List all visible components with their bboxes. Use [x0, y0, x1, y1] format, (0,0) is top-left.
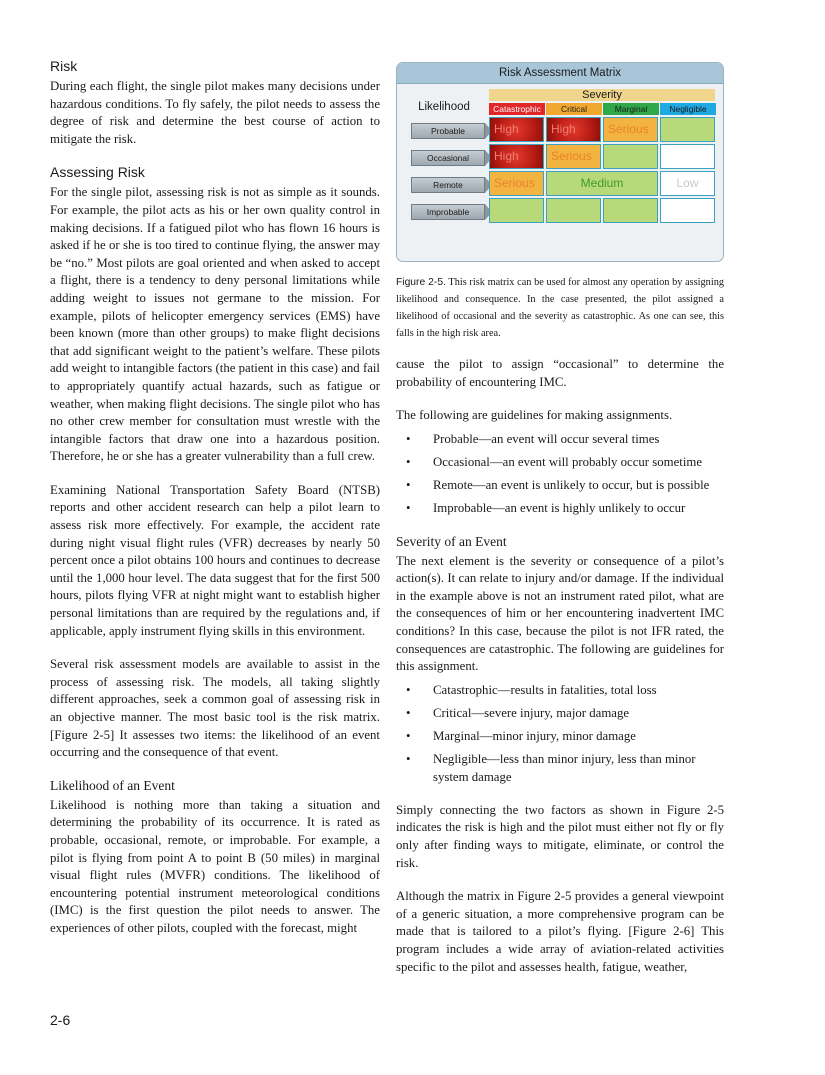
- matrix-cell-improbable-marginal: [603, 198, 658, 223]
- matrix-cell-occasional-marginal: [603, 144, 658, 169]
- assessing-paragraph-3: Several risk assessment models are available to assist in the process of assessing risk. The models, all taking slightly different approaches, seek a common goal of assessing risk in an objective manner. The most basic tool is the risk matrix. [Figure 2-5] It assesses two items: the likelihood of an event occurring and the consequence of that event.: [50, 657, 380, 760]
- matrix-cell-occasional-negligible: [660, 144, 715, 169]
- list-item: • Marginal—minor injury, minor damage: [396, 728, 724, 745]
- severity-header: Severity: [489, 89, 715, 101]
- assessing-paragraph-1: For the single pilot, assessing risk is not as simple as it sounds. For example, the pilot acts as his or her own quality control in making decisions. If a fatigued pilot who has flown 16 hours is asked if he or she is too tired to continue flying, the answer may be “no.” Most pilots are goal oriented and when asked to accept a flight, there is a tendency to deny personal limitations while adding weight to issues not germane to the mission. For example, pilots of helicopter emergency services (EMS) have been known (more than other groups) to make flight decisions that add significant weight to the patient’s welfare. These pilots add weight to intangible factors (the patient in this case) and fail to appropriately quantify actual hazards, such as fatigue or weather, when making flight decisions. The single pilot who has no other crew member for consultation must wrestle with the intangible factors that draw one into a hazardous position. Therefore, he or she has a greater vulnerability than a full crew.: [50, 185, 380, 464]
- list-item: • Catastrophic—results in fatalities, total loss: [396, 682, 724, 699]
- matrix-title: Risk Assessment Matrix: [397, 63, 723, 84]
- likelihood-header: Likelihood: [418, 101, 470, 113]
- list-item: • Critical—severe injury, major damage: [396, 705, 724, 722]
- matrix-cell-remote-catastrophic: Serious: [489, 171, 544, 196]
- likelihood-improbable: Improbable: [411, 204, 485, 220]
- figure-label: Figure 2-5.: [396, 277, 446, 288]
- figure-caption-text: This risk matrix can be used for almost any operation by assigning likelihood and consequence. In the case presented, the pilot assigned a likelihood of occasional and the severity as catastrophic. As one can see, this falls in the high risk area.: [396, 277, 724, 339]
- matrix-cell-probable-critical: High: [546, 117, 601, 142]
- matrix-cell-improbable-critical: [546, 198, 601, 223]
- likelihood-occasional: Occasional: [411, 150, 485, 166]
- likelihood-heading: Likelihood of an Event: [50, 777, 175, 793]
- severity-heading: Severity of an Event: [396, 533, 507, 549]
- matrix-cell-probable-marginal: Serious: [603, 117, 658, 142]
- severity-catastrophic: Catastrophic: [489, 103, 545, 115]
- risk-paragraph: During each flight, the single pilot makes many decisions under hazardous conditions. To fly safely, the pilot needs to assess the degree of risk and determine the best course of action to mitigate the risk.: [50, 79, 380, 146]
- risk-heading: Risk: [50, 58, 78, 74]
- severity-critical: Critical: [546, 103, 602, 115]
- matrix-cell-occasional-critical: Serious: [546, 144, 601, 169]
- matrix-cell-probable-catastrophic: High: [489, 117, 544, 142]
- likelihood-guidelines-list: [396, 431, 724, 518]
- guidelines-intro: The following are guidelines for making assignments.: [396, 408, 673, 423]
- matrix-cell-remote-critical-marginal: Medium: [546, 171, 658, 196]
- continued-paragraph: cause the pilot to assign “occasional” to determine the probability of encountering IMC.: [396, 357, 724, 389]
- matrix-cell-improbable-negligible: [660, 198, 715, 223]
- assessing-risk-heading: Assessing Risk: [50, 164, 145, 181]
- likelihood-paragraph: Likelihood is nothing more than taking a situation and determining the probability of its occurrence. It is rated as probable, occasional, remote, or improbable. For example, a pilot is flying from point A to point B (50 miles) in marginal visual flight rules (MVFR) conditions. The likelihood of encountering potential instrument meteorological conditions (IMC) is the first question the pilot needs to answer. The experiences of other pilots, coupled with the forecast, might: [50, 797, 380, 935]
- list-item: • Negligible—less than minor injury, less than minor system damage: [396, 751, 724, 785]
- likelihood-remote: Remote: [411, 177, 485, 193]
- list-item: • Remote—an event is unlikely to occur, but is possible: [396, 477, 724, 494]
- matrix-cell-probable-negligible: [660, 117, 715, 142]
- although-paragraph: Although the matrix in Figure 2-5 provides a general viewpoint of a generic situation, a more comprehensive program can be made that is tailored to a pilot’s flying. [Figure 2-6] This program includes a wide array of aviation-related activities specific to the pilot and assesses health, fatigue, weather,: [396, 889, 724, 974]
- figure-caption: [396, 274, 724, 342]
- list-item: • Improbable—an event is highly unlikely to occur: [396, 500, 724, 517]
- list-item: • Probable—an event will occur several times: [396, 431, 724, 448]
- page-number: 2-6: [50, 1012, 71, 1028]
- severity-marginal: Marginal: [603, 103, 659, 115]
- matrix-cell-remote-negligible: Low: [660, 171, 715, 196]
- assessing-paragraph-2: Examining National Transportation Safety Board (NTSB) reports and other accident research can help a pilot learn to assess risk more effectively. For example, the accident rate during night visual flight rules (VFR) decreases by nearly 50 percent once a pilot obtains 100 hours and continues to decrease until the 1,000 hour level. The data suggest that for the first 500 hours, pilots flying VFR at night might want to establish higher personal limitations than are required by the regulations and, if applicable, apply instrument flying skills in this environment.: [50, 482, 380, 638]
- risk-assessment-matrix: [396, 62, 724, 262]
- right-column: [396, 58, 724, 976]
- severity-negligible: Negligible: [660, 103, 716, 115]
- likelihood-probable: Probable: [411, 123, 485, 139]
- left-column: [50, 58, 380, 938]
- matrix-cell-improbable-catastrophic: [489, 198, 544, 223]
- severity-guidelines-list: [396, 682, 724, 786]
- list-item: • Occasional—an event will probably occur sometime: [396, 454, 724, 471]
- simply-paragraph: Simply connecting the two factors as shown in Figure 2-5 indicates the risk is high and the pilot must either not fly or fly only after finding ways to mitigate, eliminate, or control the risk.: [396, 802, 724, 870]
- severity-paragraph: The next element is the severity or consequence of a pilot’s action(s). It can relate to injury and/or damage. If the individual in the example above is not an instrument rated pilot, what are the consequences of him or her encountering inadvertent IMC conditions? In this case, because the pilot is not IFR rated, the consequences are catastrophic. The following are guidelines for this assignment.: [396, 553, 724, 674]
- matrix-cell-occasional-catastrophic: High: [489, 144, 544, 169]
